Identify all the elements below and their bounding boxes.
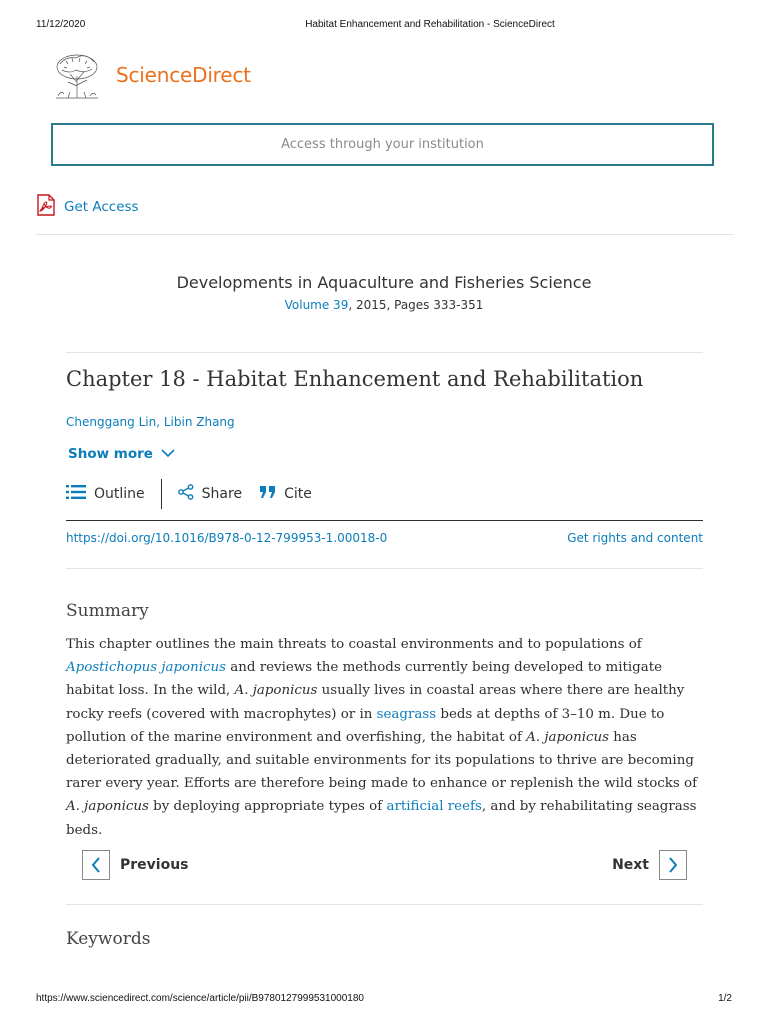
access-through-institution-button[interactable] [51, 123, 714, 166]
doi-link[interactable]: https://doi.org/10.1016/B978-0-12-799953-1.00018-0 [66, 531, 388, 545]
species-name: A. japonicus [66, 799, 149, 815]
next-label: Next [612, 857, 649, 873]
divider [66, 352, 703, 353]
pdf-icon [36, 194, 56, 220]
article-toolbar [66, 478, 312, 510]
share-label: Share [201, 486, 243, 502]
species-name: A. japonicus [526, 729, 610, 745]
artificial-reefs-link[interactable]: artificial reefs [386, 799, 482, 815]
volume-info [0, 298, 768, 312]
print-url: https://www.sciencedirect.com/science/article/pii/B9780127999531000180 [36, 993, 364, 1004]
outline-label: Outline [94, 486, 145, 502]
rights-link[interactable]: Get rights and content [567, 531, 703, 545]
get-access-link[interactable] [36, 194, 139, 220]
chevron-right-icon [659, 850, 687, 880]
toolbar-separator [161, 479, 162, 509]
divider [36, 234, 734, 235]
keywords-heading: Keywords [66, 929, 151, 949]
quote-icon [260, 486, 276, 502]
summary-text: and reviews the methods currently being developed to mitigate habitat loss. In the wild, [66, 660, 663, 699]
outline-button[interactable] [66, 485, 145, 503]
print-title: Habitat Enhancement and Rehabilitation - ScienceDirect [305, 19, 555, 30]
next-button[interactable] [612, 850, 687, 880]
summary-text: , and by rehabilitating seagrass beds. [66, 799, 697, 838]
summary-text: has deteriorated gradually, and suitable environments for its populations to thrive are becoming rarer every year. Efforts are therefore being made to enhance or replenish the wild stocks of [66, 729, 698, 792]
summary-paragraph [66, 633, 706, 842]
cite-button[interactable] [260, 486, 312, 502]
share-button[interactable] [178, 484, 242, 504]
print-date: 11/12/2020 [36, 19, 86, 30]
divider [66, 904, 703, 905]
volume-pages: , 2015, Pages 333-351 [348, 298, 484, 312]
apostichopus-link[interactable]: Apostichopus japonicus [66, 660, 227, 676]
summary-heading: Summary [66, 601, 149, 621]
show-more-button[interactable] [68, 446, 175, 462]
chevron-down-icon [161, 446, 175, 462]
previous-label: Previous [120, 857, 189, 873]
volume-link[interactable]: Volume 39 [284, 298, 349, 312]
print-page-number: 1/2 [718, 993, 732, 1004]
journal-title[interactable]: Developments in Aquaculture and Fisheries Science [176, 273, 592, 292]
summary-text: This chapter outlines the main threats to coastal environments and to populations of [66, 637, 642, 652]
summary-text: usually lives in coastal areas where there are healthy rocky reefs (covered with macrophytes) or in [66, 683, 685, 722]
get-access-label: Get Access [64, 199, 139, 215]
summary-text: by deploying appropriate types of [148, 799, 387, 815]
toolbar-underline [66, 520, 703, 521]
previous-button[interactable] [82, 850, 189, 880]
brand-name[interactable]: ScienceDirect [116, 63, 251, 87]
authors-link[interactable]: Chenggang Lin, Libin Zhang [66, 415, 235, 429]
elsevier-tree-logo[interactable] [50, 52, 104, 100]
divider [66, 568, 703, 569]
chapter-title: Chapter 18 - Habitat Enhancement and Rehabilitation [66, 367, 644, 391]
cite-label: Cite [284, 486, 312, 502]
list-icon [66, 485, 86, 503]
species-name: A. japonicus [234, 683, 318, 699]
show-more-label: Show more [68, 446, 153, 462]
summary-text: beds at depths of 3–10 m. Due to pollution of the marine environment and overfishing, the habitat of [66, 706, 665, 745]
share-icon [178, 484, 194, 504]
chevron-left-icon [82, 850, 110, 880]
access-label: Access through your institution [281, 137, 484, 152]
seagrass-link[interactable]: seagrass [376, 706, 437, 722]
